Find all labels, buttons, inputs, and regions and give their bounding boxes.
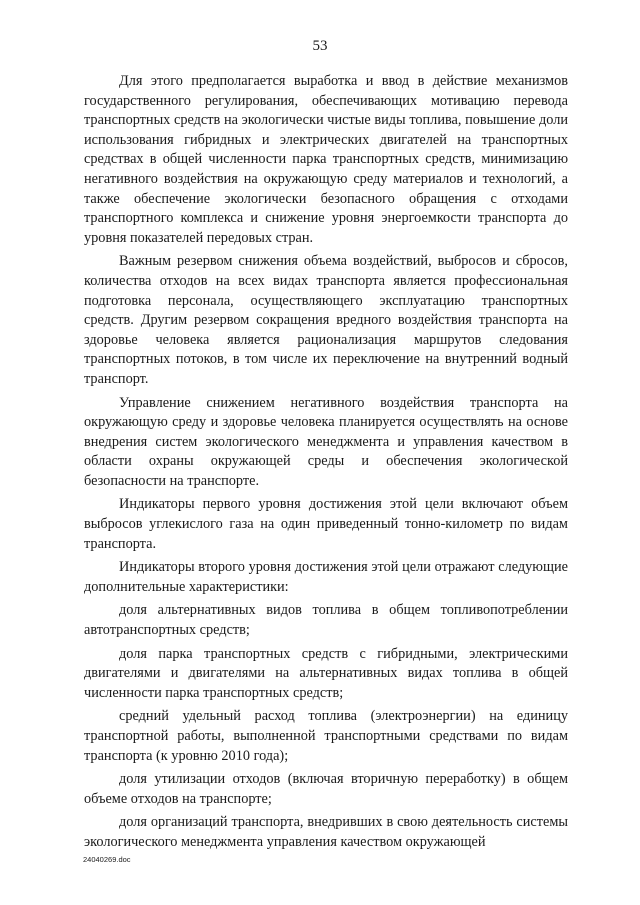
body-paragraph: Управление снижением негативного воздействия транспорта на окружающую среду и здоровье человека планируется осуществлять на основе внедрения систем экологического менеджмента и управления качеством в области охраны окружающей среды и обеспечения экологической безопасности на транспорте. — [84, 394, 568, 489]
list-item: доля утилизации отходов (включая вторичную переработку) в общем объеме отходов на транспорте; — [84, 771, 568, 807]
footer-filename: 24040269.doc — [83, 855, 131, 864]
list-item: доля альтернативных видов топлива в общем топливопотреблении автотранспортных средств; — [84, 602, 568, 639]
list-item: доля организаций транспорта, внедривших в свою деятельность системы экологического менеджмента управления качеством окружающей — [84, 814, 568, 850]
document-body — [84, 72, 568, 857]
body-paragraph: Важным резервом снижения объема воздействий, выбросов и сбросов, количества отходов на всех видах транспорта является профессиональная подготовка персонала, осуществляющего эксплуатацию транспортных средств. Другим резервом сокращения вредного воздействия транспорта на здоровье человека является рационализация маршрутов следования транспортных потоков, в том числе их переключение на внутренний водный транспорт. — [84, 253, 568, 387]
body-paragraph: Индикаторы второго уровня достижения этой цели отражают следующие дополнительные характеристики: — [84, 559, 568, 595]
body-paragraph: Для этого предполагается выработка и ввод в действие механизмов государственного регулирования, обеспечивающих мотивацию перевода транспортных средств на экологически чистые виды топлива, повышение доли использования гибридных и электрических двигателей на транспортных средствах в общей численности парка транспортных средств, минимизацию негативного воздействия на окружающую среду материалов и технологий, а также обеспечение экологически безопасного обращения с отходами транспортного комплекса и снижение уровня энергоемкости транспорта до уровня показателей передовых стран. — [84, 73, 568, 246]
list-item: доля парка транспортных средств с гибридными, электрическими двигателями и двигателями на альтернативных видах топлива в общей численности парка транспортных средств; — [84, 645, 568, 701]
page-number: 53 — [312, 38, 328, 54]
list-item: средний удельный расход топлива (электроэнергии) на единицу транспортной работы, выполненной транспортными средствами по видам транспорта (к уровню 2010 года); — [84, 708, 568, 764]
body-paragraph: Индикаторы первого уровня достижения этой цели включают объем выбросов углекислого газа на один приведенный тонно-километр по видам транспорта. — [84, 496, 568, 552]
